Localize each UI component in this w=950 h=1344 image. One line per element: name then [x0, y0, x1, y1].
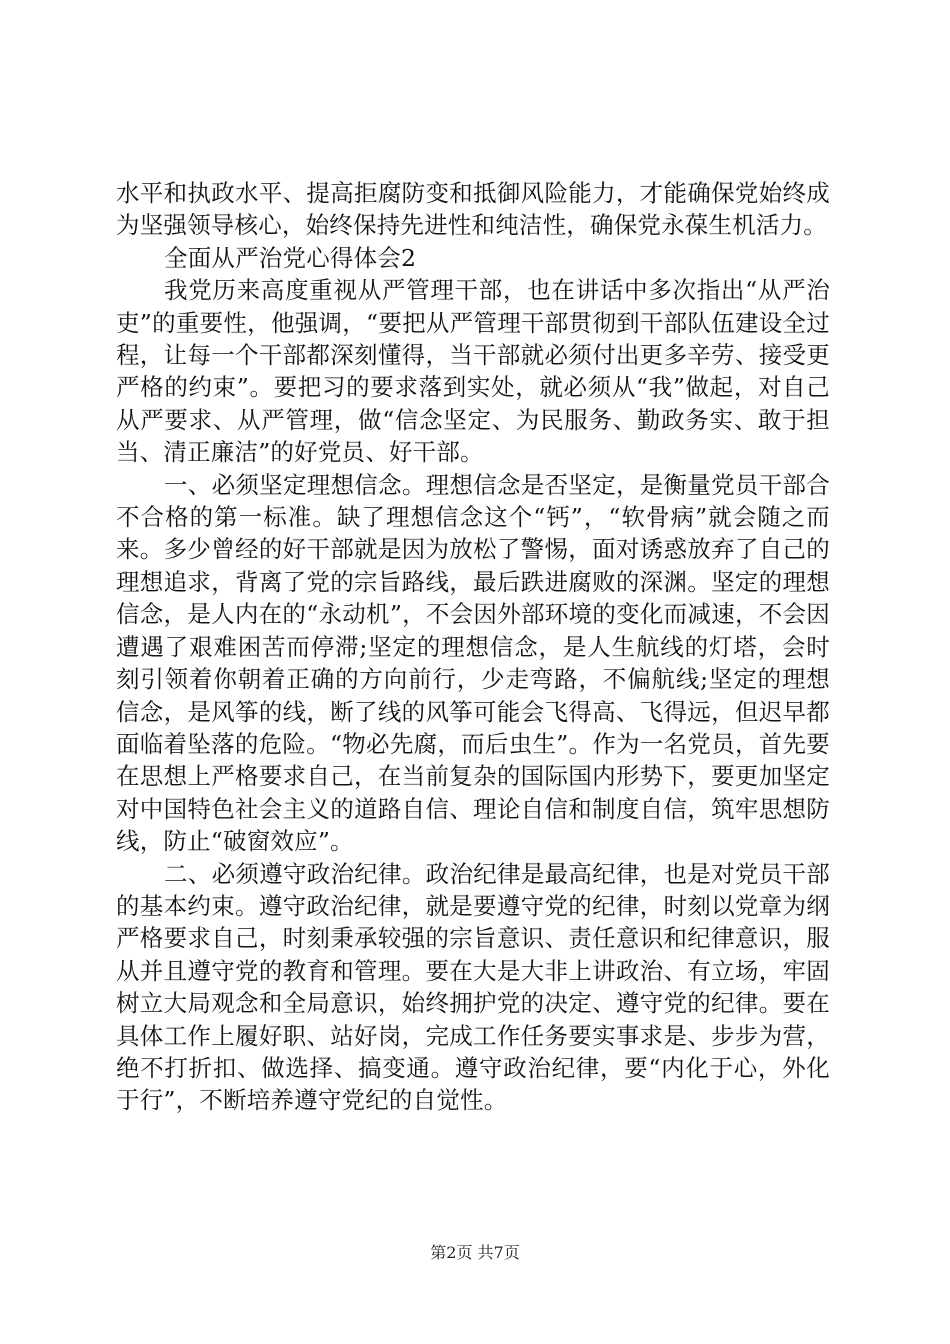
paragraph-continuation: 水平和执政水平、提高拒腐防变和抵御风险能力，才能确保党始终成为坚强领导核心，始终保持先进性和纯洁性，确保党永葆生机活力。: [116, 179, 830, 240]
document-body: [116, 177, 830, 1117]
paragraph-point-two: 二、必须遵守政治纪律。政治纪律是最高纪律，也是对党员干部的基本约束。遵守政治纪律，就是要遵守党的纪律，时刻以党章为纲严格要求自己，时刻秉承较强的宗旨意识、责任意识和纪律意识，服从并且遵守党的教育和管理。要在大是大非上讲政治、有立场，牢固树立大局观念和全局意识，始终拥护党的决定、遵守党的纪律。要在具体工作上履好职、站好岗，完成工作任务要实事求是、步步为营，绝不打折扣、做选择、搞变通。遵守政治纪律，要“内化于心，外化于行”，不断培养遵守党纪的自觉性。: [116, 859, 830, 1115]
paragraph-intro: 我党历来高度重视从严管理干部，也在讲话中多次指出“从严治吏”的重要性，他强调，“要把从严管理干部贯彻到干部队伍建设全过程，让每一个干部都深刻懂得，当干部就必须付出更多辛劳、接受更严格的约束”。要把习的要求落到实处，就必须从“我”做起，对自己从严要求、从严管理，做“信念坚定、为民服务、勤政务实、敢于担当、清正廉洁”的好党员、好干部。: [116, 276, 830, 467]
paragraph-point-one: 一、必须坚定理想信念。理想信念是否坚定，是衡量党员干部合不合格的第一标准。缺了理想信念这个“钙”，“软骨病”就会随之而来。多少曾经的好干部就是因为放松了警惕，面对诱惑放弃了自己的理想追求，背离了党的宗旨路线，最后跌进腐败的深渊。坚定的理想信念，是人内在的“永动机”，不会因外部环境的变化而减速，不会因遭遇了艰难困苦而停滞;坚定的理想信念，是人生航线的灯塔，会时刻引领着你朝着正确的方向前行，少走弯路，不偏航线;坚定的理想信念，是风筝的线，断了线的风筝可能会飞得高、飞得远，但迟早都面临着坠落的危险。“物必先腐，而后虫生”。作为一名党员，首先要在思想上严格要求自己，在当前复杂的国际国内形势下，要更加坚定对中国特色社会主义的道路自信、理论自信和制度自信，筑牢思想防线，防止“破窗效应”。: [116, 470, 830, 856]
page-footer: 第2页 共7页: [430, 1243, 520, 1262]
section-heading: 全面从严治党心得体会2: [164, 243, 417, 272]
